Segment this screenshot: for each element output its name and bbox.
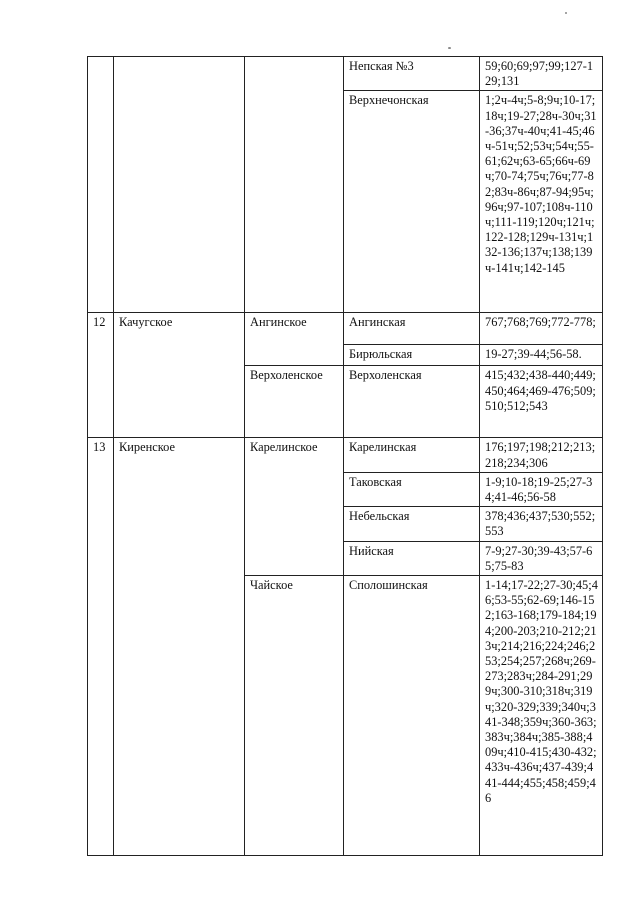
cell-municipality [114, 57, 245, 313]
cell-quarters: 176;197;198;212;213;218;234;306 [480, 438, 603, 472]
cell-district: Ангинская [344, 313, 480, 345]
cell-municipality: Киренское [114, 438, 245, 856]
cell-quarters: 19-27;39-44;56-58. [480, 345, 603, 366]
cell-district: Непская №3 [344, 57, 480, 91]
cell-number [88, 57, 114, 313]
cell-forestry: Чайское [245, 576, 344, 856]
cell-forestry: Верхоленское [245, 366, 344, 438]
cell-forestry: Карелинское [245, 438, 344, 576]
cell-district: Бирюльская [344, 345, 480, 366]
cell-quarters: 767;768;769;772-778; [480, 313, 603, 345]
cell-quarters: 1-9;10-18;19-25;27-34;41-46;56-58 [480, 472, 603, 506]
table-row [88, 438, 603, 472]
cell-quarters: 1-14;17-22;27-30;45;46;53-55;62-69;146-152;163-168;179-184;194;200-203;210-212;213ч;214;216;224;246;253;254;257;268ч;269-273;283ч;284-291;299ч;300-310;318ч;319ч;320-329;339;340ч;341-348;359ч;360-363;383ч;384ч;385-388;409ч;410-415;430-432;433ч-436ч;437-439;441-444;455;458;459;46 [480, 576, 603, 856]
scan-speck [448, 47, 451, 49]
table-row [88, 313, 603, 345]
cell-municipality: Качугское [114, 313, 245, 438]
cell-quarters: 59;60;69;97;99;127-129;131 [480, 57, 603, 91]
cell-quarters: 1;2ч-4ч;5-8;9ч;10-17;18ч;19-27;28ч-30ч;31-36;37ч-40ч;41-45;46ч-51ч;52;53ч;54ч;55-61;62ч;63-65;66ч-69ч;70-74;75ч;76ч;77-82;83ч-86ч;87-94;95ч;96ч;97-107;108ч-110ч;111-119;120ч;121ч;122-128;129ч-131ч;132-136;137ч;138;139ч-141ч;142-145 [480, 91, 603, 313]
cell-forestry [245, 57, 344, 313]
scan-speck [565, 12, 567, 14]
cell-forestry: Ангинское [245, 313, 344, 366]
cell-quarters: 415;432;438-440;449;450;464;469-476;509;510;512;543 [480, 366, 603, 438]
cell-district: Таковская [344, 472, 480, 506]
cell-district: Сполошинская [344, 576, 480, 856]
cell-district: Нийская [344, 541, 480, 575]
cell-district: Верхнечонская [344, 91, 480, 313]
cell-number: 12 [88, 313, 114, 438]
cell-quarters: 378;436;437;530;552;553 [480, 507, 603, 541]
cell-district: Небельская [344, 507, 480, 541]
cell-number: 13 [88, 438, 114, 856]
table-row [88, 57, 603, 91]
forest-quarters-table [87, 56, 603, 856]
cell-district: Карелинская [344, 438, 480, 472]
cell-district: Верхоленская [344, 366, 480, 438]
cell-quarters: 7-9;27-30;39-43;57-65;75-83 [480, 541, 603, 575]
